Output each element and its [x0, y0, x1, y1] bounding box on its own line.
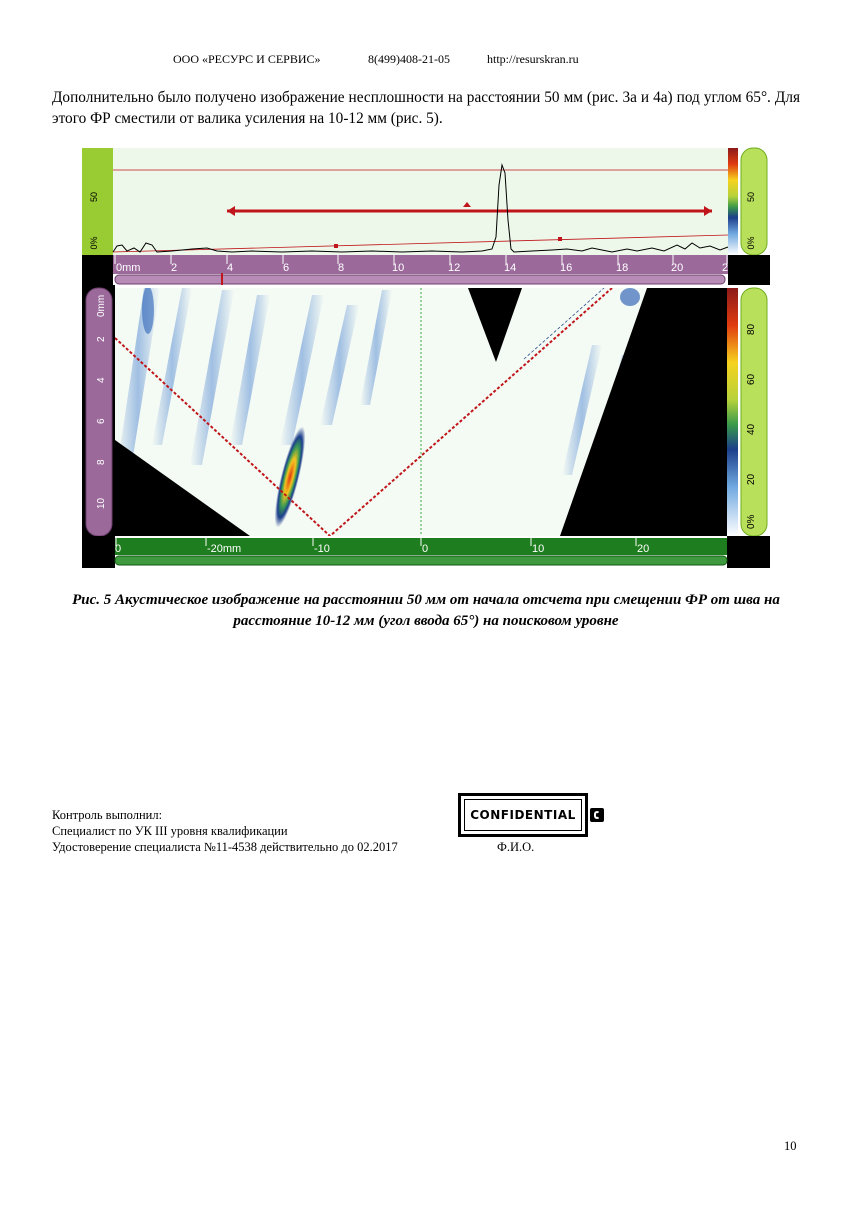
ascan-x-tick: 8 [338, 262, 345, 274]
name-placeholder: Ф.И.О. [497, 840, 535, 854]
ascan-y-tick-0: 0% [89, 236, 99, 250]
intro-paragraph: Дополнительно было получено изображение несплошности на расстоянии 50 мм (рис. 3а и 4а) под углом 65°. Для этого ФР сместили от валика усиления на 10-12 мм (рис. 5). [52, 89, 800, 127]
ascan-x-tick: 10 [392, 262, 405, 274]
page-number: 10 [784, 1139, 797, 1153]
ascan-x-tick: 14 [504, 262, 517, 274]
sscan-image [115, 286, 727, 536]
sscan-depth-tick: 10 [96, 497, 107, 509]
sscan-amp-tick: 80 [746, 323, 757, 335]
signature-line-2: Специалист по УК III уровня квалификации [52, 824, 288, 838]
ascan-x-tick: 6 [283, 262, 290, 274]
sscan-amp-tick: 20 [746, 473, 757, 485]
ascan-x-tick: 4 [227, 262, 234, 274]
sscan-depth-tick: 8 [96, 459, 107, 465]
ultrasonic-screen [82, 145, 770, 568]
sscan-x-tick: 20 [637, 543, 650, 555]
ascan-x-tick: 2 [171, 262, 178, 274]
sscan-x-tick: -20mm [207, 543, 242, 555]
sscan-color-palette [727, 288, 738, 536]
ascan-x-tick: 0mm [116, 262, 141, 274]
company-url[interactable]: http://resurskran.ru [487, 52, 579, 66]
figure-caption: Рис. 5 Акустическое изображение на расстоянии 50 мм от начала отсчета при смещении ФР от шва на расстояние 10-12 мм (угол ввода 65°) на поисковом уровне [72, 592, 780, 629]
ascan-ruler [113, 255, 728, 274]
sscan-depth-tick: 4 [96, 377, 107, 383]
stamp-c-icon [590, 808, 604, 822]
sscan-amp-tick: 0% [746, 514, 757, 529]
ascan-x-tick: 20 [671, 262, 684, 274]
company-phone: 8(499)408-21-05 [368, 52, 450, 66]
company-name: ООО «РЕСУРС И СЕРВИС» [173, 52, 321, 66]
sscan-depth-tick: 2 [96, 336, 107, 342]
confidential-stamp [458, 793, 588, 837]
signature-line-1: Контроль выполнил: [52, 808, 163, 822]
sscan-x-tick: 10 [532, 543, 545, 555]
ascan-right-tick-0: 0% [746, 236, 756, 250]
ascan-right-tick-50: 50 [746, 191, 756, 203]
ascan-dac-point [558, 237, 562, 241]
sscan-depth-tick: 0mm [96, 294, 107, 317]
confidential-stamp-text: CONFIDENTIAL [464, 799, 582, 831]
sscan-amp-tick: 40 [746, 423, 757, 435]
sscan-depth-tick: 6 [96, 418, 107, 424]
ascan-y-tick-50: 50 [89, 191, 99, 203]
ultrasonic-figure [82, 145, 770, 568]
ascan-plot [113, 148, 728, 255]
sscan-x-tick: -10 [314, 543, 330, 555]
signature-line-3: Удостоверение специалиста №11-4538 действительно до 02.2017 [52, 840, 398, 854]
ascan-x-tick: 16 [560, 262, 573, 274]
ascan-color-palette [728, 148, 738, 255]
sscan-x-tick: 0 [115, 543, 122, 555]
ascan-dac-point [334, 244, 338, 248]
ascan-x-tick: 12 [448, 262, 461, 274]
sscan-amp-tick: 60 [746, 373, 757, 385]
ascan-x-tick: 18 [616, 262, 629, 274]
ascan-x-tick: 2 [722, 262, 729, 274]
sscan-scrollbar[interactable] [115, 556, 727, 565]
ascan-scrollbar[interactable] [115, 275, 725, 284]
sscan-x-tick: 0 [422, 543, 429, 555]
